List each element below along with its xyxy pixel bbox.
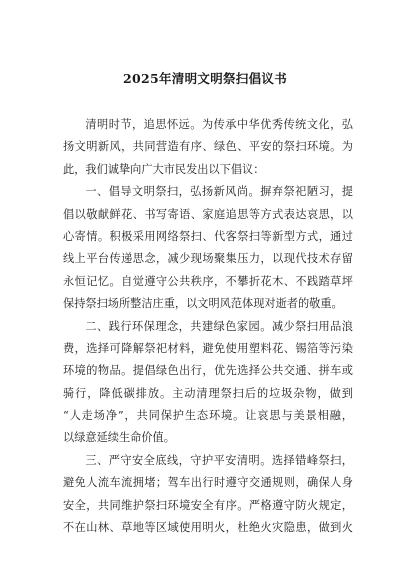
body-line: 不在山林、草地等区域使用明火，杜绝火灾隐患，做到火 [63, 521, 353, 535]
body-line: 心寄情。积极采用网络祭扫、代客祭扫等新型方式，通过 [63, 229, 353, 243]
body-line: 避免人流车流拥堵；驾车出行时遵守交通规则，确保人身 [63, 476, 353, 490]
body-line: 环境的物品。提倡绿色出行，优先选择公共交通、拼车或 [63, 364, 353, 378]
body-line: 此，我们诚挚向广大市民发出以下倡议： [63, 162, 265, 176]
body-line: 安全，共同维护祭扫环境安全有序。严格遵守防火规定， [63, 498, 353, 512]
document-body [63, 114, 353, 539]
body-line: 以绿意延续生命价值。 [63, 431, 175, 445]
body-line: 二、践行环保理念，共建绿色家园。减少祭扫用品浪 [85, 319, 353, 333]
body-line: 费，选择可降解祭祀材料，避免使用塑料花、锡箔等污染 [63, 341, 353, 355]
body-line: “人走场净”，共同保护生态环境。让哀思与美景相融， [63, 409, 353, 423]
body-line: 永恒记忆。自觉遵守公共秩序，不攀折花木、不践踏草坪 [63, 274, 353, 288]
body-line: 一、倡导文明祭扫，弘扬新风尚。摒弃祭祀陋习，提 [85, 185, 353, 199]
body-line: 三、严守安全底线，守护平安清明。选择错峰祭扫， [85, 453, 353, 467]
body-line: 保持祭扫场所整洁庄重，以文明风范体现对逝者的敬重。 [63, 297, 343, 311]
body-line: 扬文明新风，共同营造有序、绿色、平安的祭扫环境。为 [63, 140, 353, 154]
body-line: 倡以敬献鲜花、书写寄语、家庭追思等方式表达哀思，以 [63, 207, 353, 221]
body-line: 线上平台传递思念，减少现场聚集压力，以现代技术存留 [63, 252, 353, 266]
body-line: 清明时节，追思怀远。为传承中华优秀传统文化，弘 [85, 118, 353, 131]
body-line: 骑行，降低碳排放。主动清理祭扫后的垃圾杂物，做到 [63, 386, 353, 400]
document-title: 2025年清明文明祭扫倡议书 [123, 71, 287, 86]
